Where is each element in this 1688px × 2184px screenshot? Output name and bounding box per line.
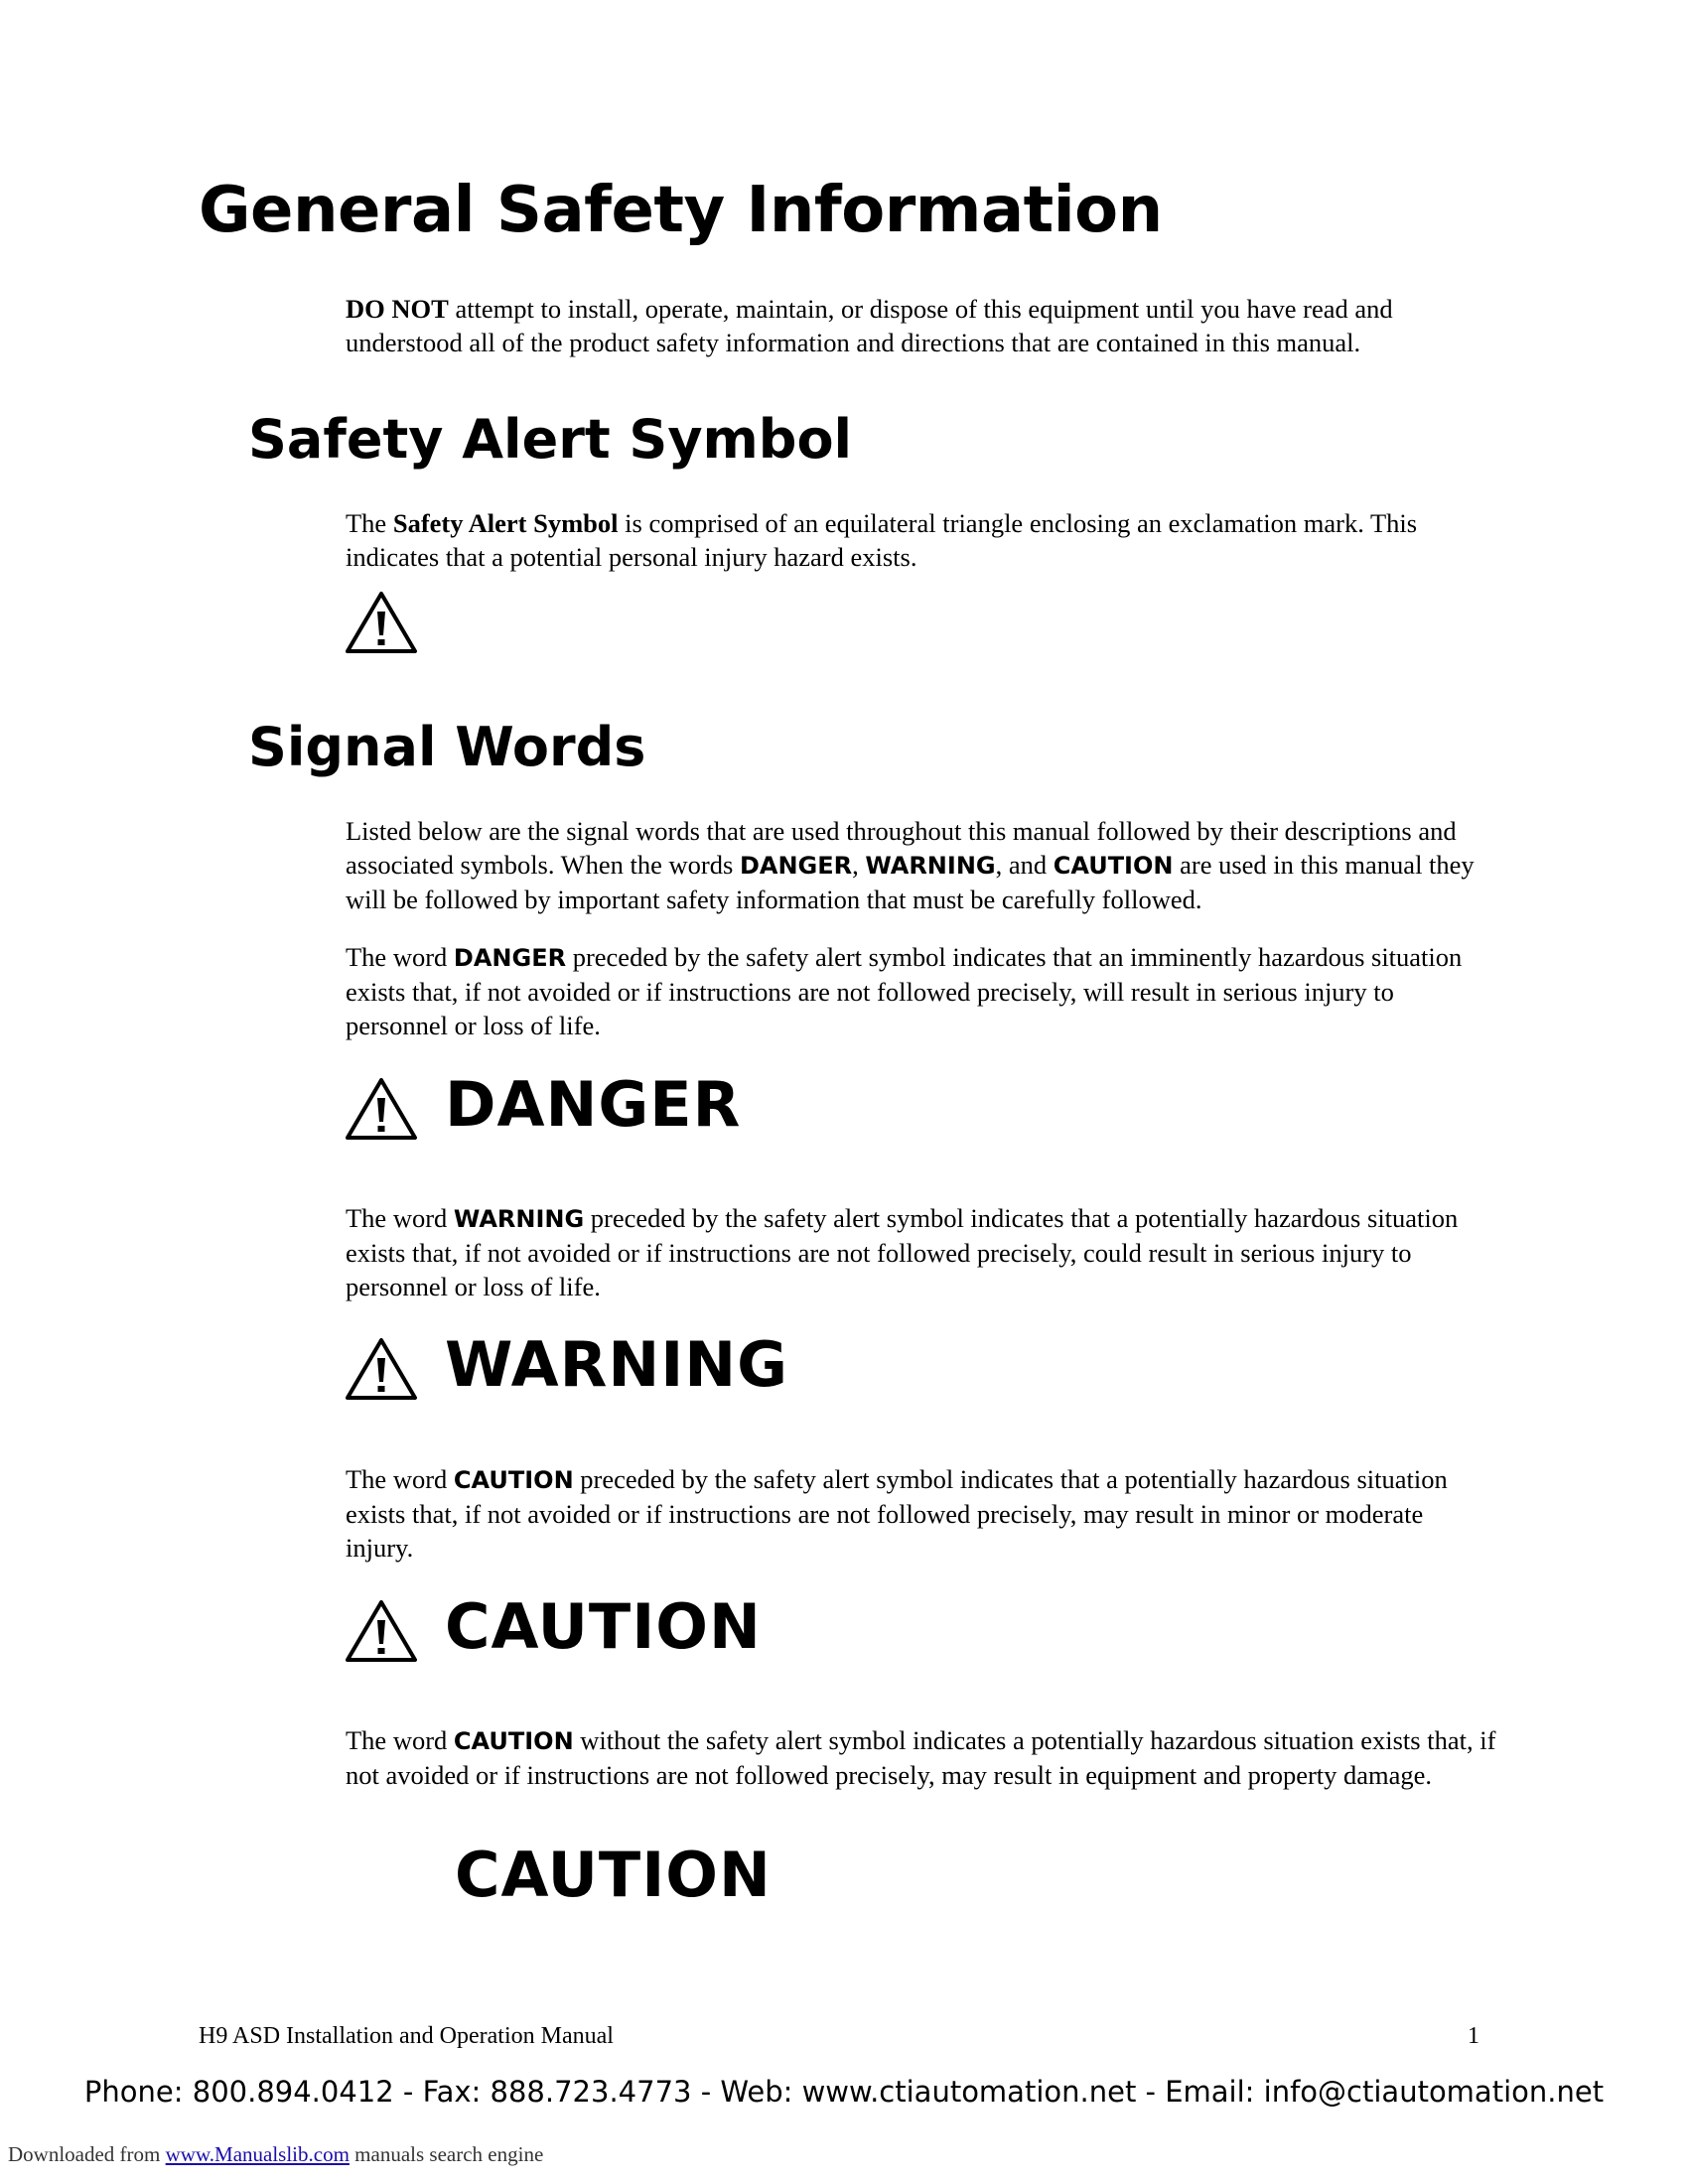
- warning-description: [346, 1201, 1497, 1303]
- download-text-post: manuals search engine: [349, 2142, 544, 2166]
- safety-alert-heading: Safety Alert Symbol: [248, 408, 853, 471]
- caution-text-pre: The word: [346, 1464, 454, 1494]
- caution-signal-label: CAUTION: [445, 1590, 762, 1663]
- safety-alert-paragraph: [346, 506, 1497, 574]
- safety-alert-text-pre: The: [346, 508, 393, 538]
- signal-words-text-c: , and: [995, 850, 1054, 880]
- warning-triangle-icon: [344, 1336, 419, 1402]
- caution-word: CAUTION: [453, 1466, 574, 1494]
- warning-triangle-icon: [344, 590, 419, 655]
- caution-no-symbol-description: [346, 1723, 1497, 1792]
- warning-word: WARNING: [453, 1205, 585, 1233]
- danger-signal-label: DANGER: [445, 1068, 742, 1141]
- caution-no-symbol-signal-label: CAUTION: [455, 1839, 772, 1911]
- intro-lead: DO NOT: [346, 294, 449, 324]
- download-text-pre: Downloaded from: [8, 2142, 166, 2166]
- warning-triangle-icon: [344, 1076, 419, 1142]
- caution2-text-pre: The word: [346, 1725, 454, 1755]
- signal-words-text-b: ,: [852, 850, 866, 880]
- warning-triangle-icon: [344, 1598, 419, 1664]
- safety-alert-term: Safety Alert Symbol: [392, 508, 619, 538]
- warning-signal-label: WARNING: [445, 1328, 789, 1401]
- danger-text-pre: The word: [346, 942, 454, 972]
- warning-text-post: preceded by the safety alert symbol indicates that a potentially hazardous situation exists that, if not avoided or if instructions are not followed precisely, could result in serious injury to personnel or loss of life.: [346, 1203, 1459, 1301]
- signal-word-danger: DANGER: [739, 852, 853, 880]
- danger-description: [346, 940, 1497, 1042]
- manualslib-link[interactable]: www.Manualslib.com: [165, 2142, 350, 2166]
- warning-text-pre: The word: [346, 1203, 454, 1233]
- danger-text-post: preceded by the safety alert symbol indicates that an imminently hazardous situation exists that, if not avoided or if instructions are not followed precisely, will result in serious injury to personnel or loss of life.: [346, 942, 1463, 1040]
- footer-manual-title: H9 ASD Installation and Operation Manual: [199, 2023, 614, 2049]
- safety-alert-text-post: is comprised of an equilateral triangle enclosing an exclamation mark. This indicates that a potential personal injury hazard exists.: [346, 508, 1418, 572]
- danger-word: DANGER: [453, 944, 567, 972]
- footer-page-number: 1: [1468, 2023, 1479, 2049]
- signal-word-warning: WARNING: [865, 852, 996, 880]
- signal-words-text-a: Listed below are the signal words that are used throughout this manual followed by their descriptions and associated symbols. When the words: [346, 816, 1457, 880]
- caution2-text-post: without the safety alert symbol indicates a potentially hazardous situation exists that, if not avoided or if instructions are not followed precisely, may result in equipment and property damage.: [346, 1725, 1496, 1790]
- intro-text: attempt to install, operate, maintain, or dispose of this equipment until you have read and understood all of the product safety information and directions that are contained in this manual.: [346, 294, 1393, 357]
- signal-words-paragraph: [346, 814, 1497, 916]
- caution-description: [346, 1462, 1497, 1565]
- signal-words-heading: Signal Words: [248, 716, 646, 778]
- caution-text-post: preceded by the safety alert symbol indicates that a potentially hazardous situation exists that, if not avoided or if instructions are not followed precisely, may result in minor or moderate injury.: [346, 1464, 1448, 1563]
- caution2-word: CAUTION: [453, 1727, 574, 1755]
- signal-words-text-d: are used in this manual they will be followed by important safety information that must be carefully followed.: [346, 850, 1475, 914]
- download-notice: [8, 2142, 543, 2167]
- signal-word-caution: CAUTION: [1053, 852, 1174, 880]
- footer-contact-line: Phone: 800.894.0412 - Fax: 888.723.4773 - Web: www.ctiautomation.net - Email: info@ctiautomation.net: [83, 2075, 1605, 2109]
- page-title: General Safety Information: [199, 174, 1163, 247]
- intro-paragraph: [346, 292, 1497, 359]
